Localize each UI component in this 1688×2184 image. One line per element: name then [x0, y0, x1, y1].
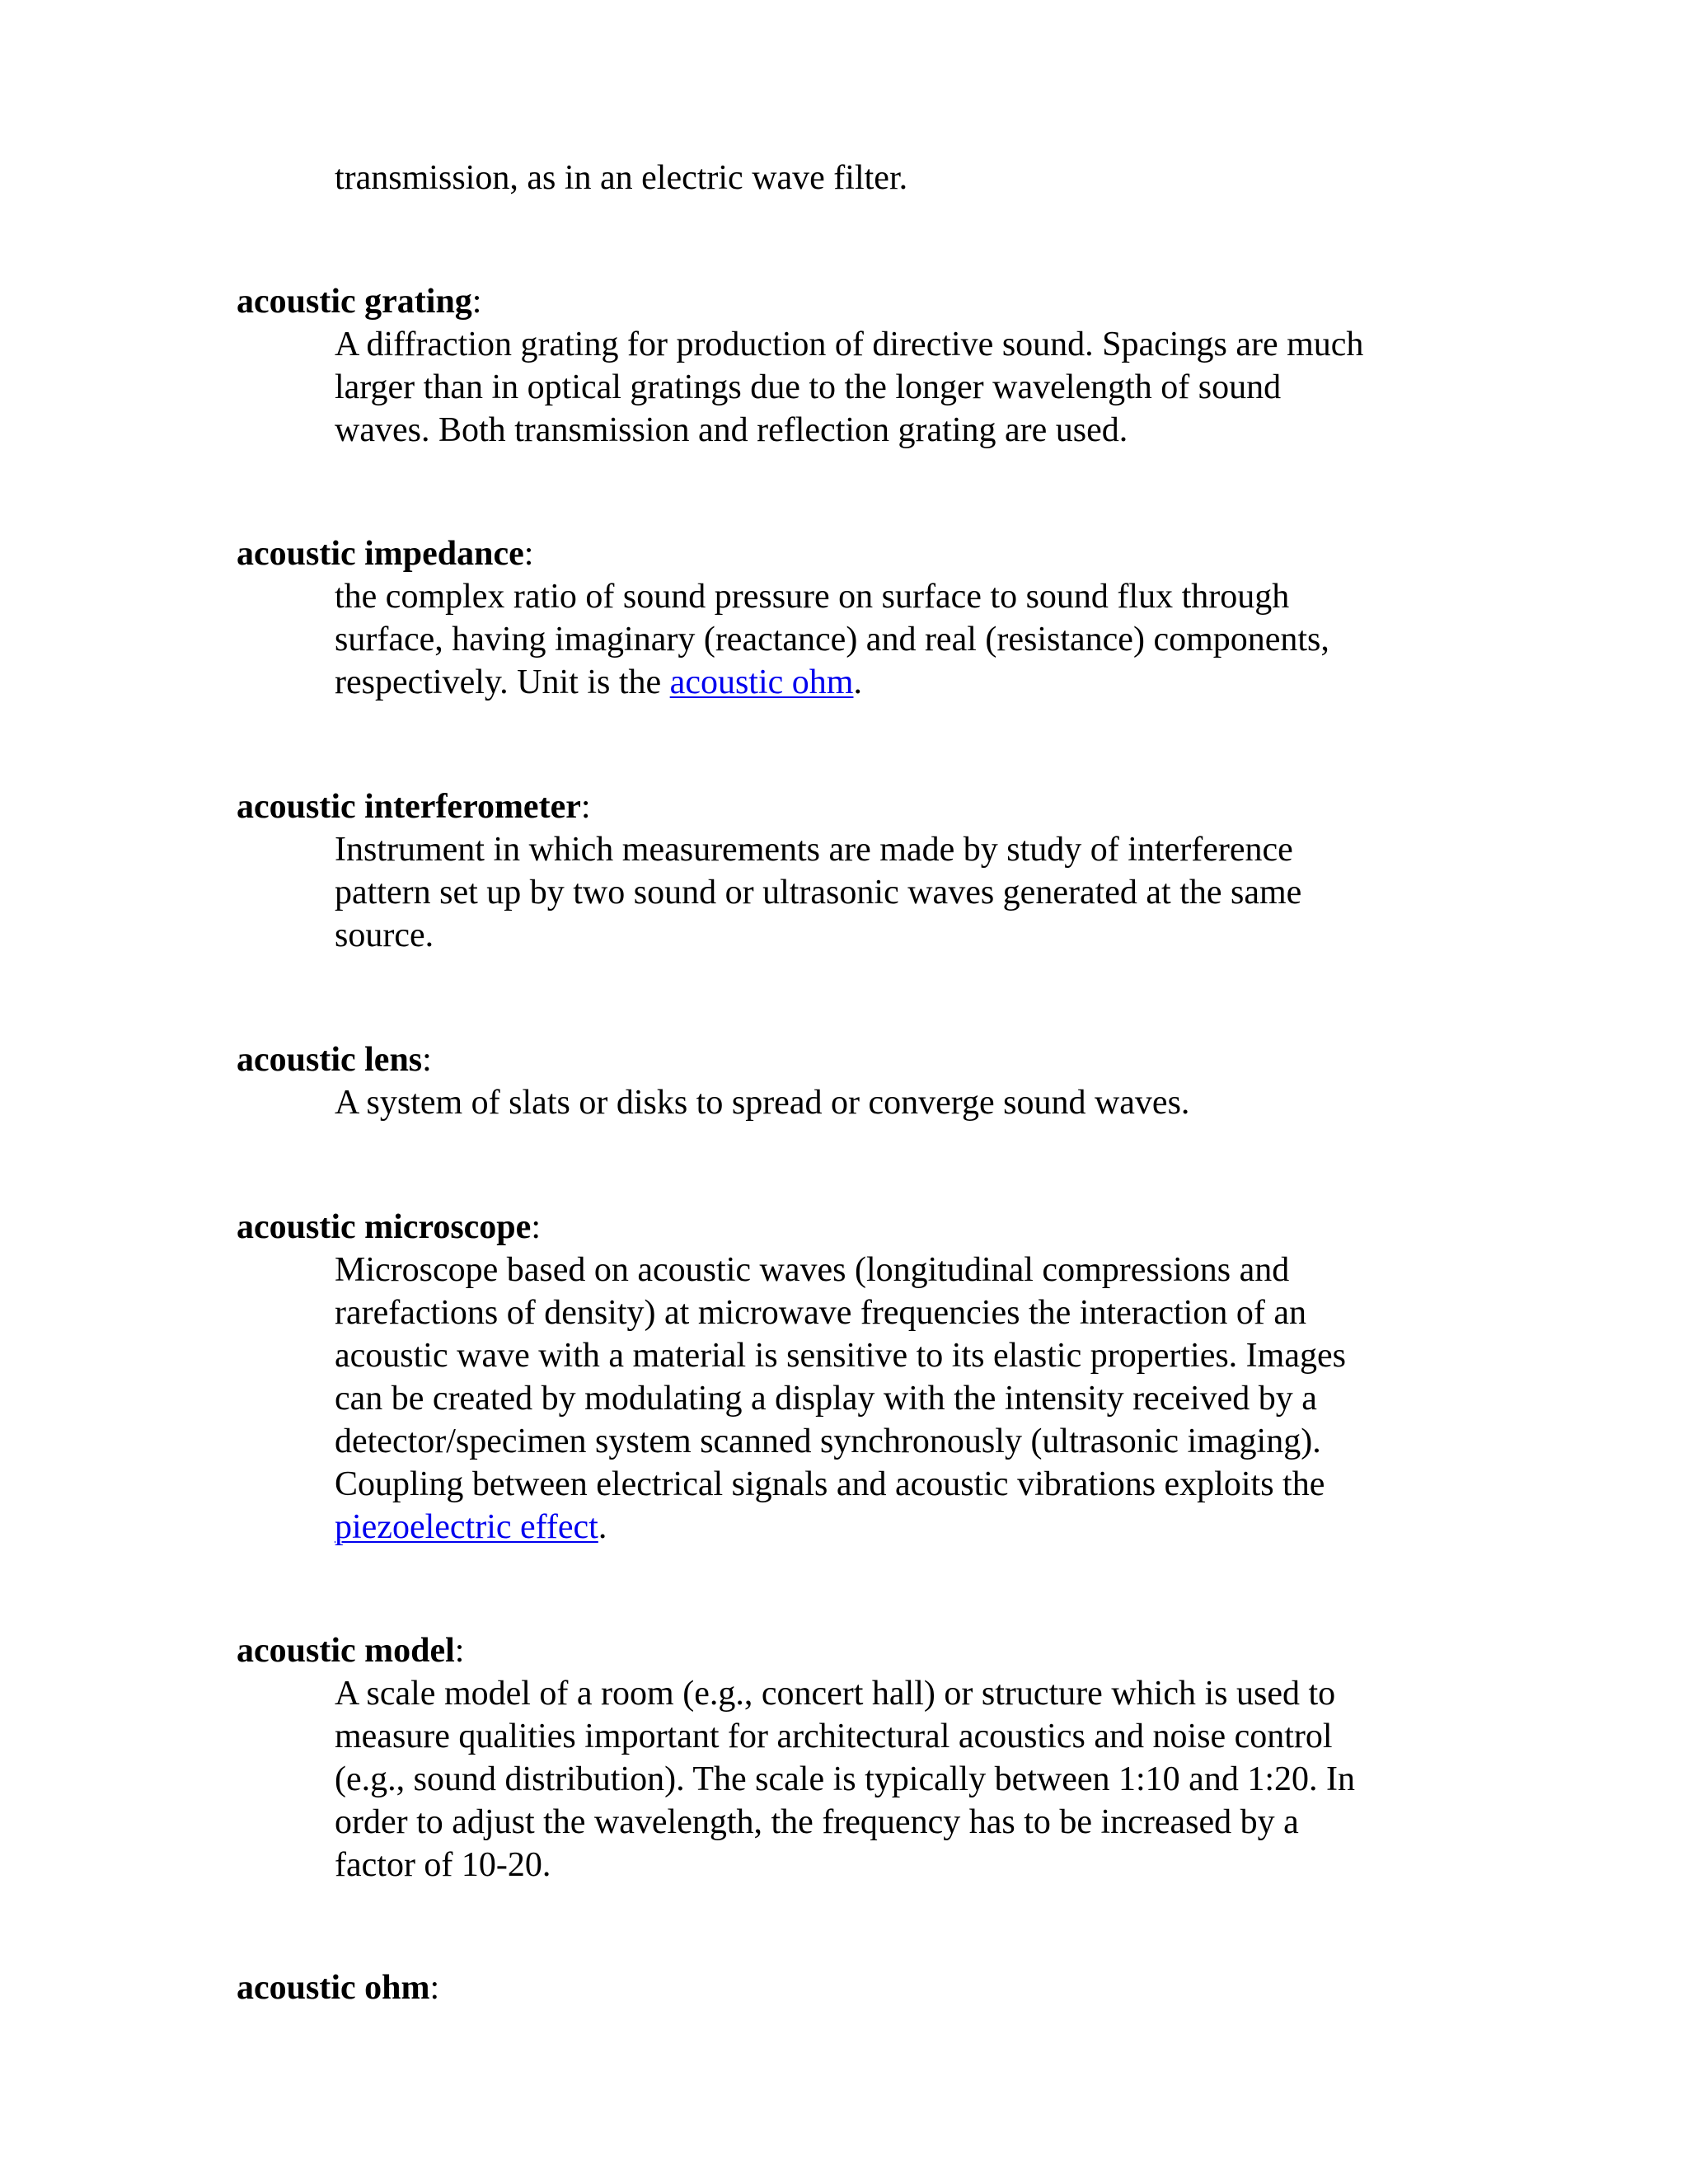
- definition-line: Coupling between electrical signals and acoustic vibrations exploits the: [335, 1465, 1325, 1503]
- definition-line: measure qualities important for architectural acoustics and noise control: [335, 1718, 1333, 1755]
- definition-text: respectively. Unit is the: [335, 663, 670, 701]
- definition-line: source.: [335, 916, 434, 954]
- term-colon: :: [580, 788, 591, 826]
- definition-line: A system of slats or disks to spread or converge sound waves.: [335, 1084, 1190, 1122]
- definition-line-with-link: [335, 1506, 1489, 1549]
- definition-line: larger than in optical gratings due to the longer wavelength of sound: [335, 368, 1282, 406]
- definition-continued: [335, 157, 1489, 199]
- term-label: acoustic microscope: [237, 1208, 532, 1246]
- definition-line: can be created by modulating a display with the intensity received by a: [335, 1380, 1317, 1418]
- term-acoustic-lens: [237, 1038, 432, 1081]
- definition-acoustic-lens: [335, 1081, 1489, 1124]
- definition-line: waves. Both transmission and reflection grating are used.: [335, 411, 1128, 449]
- definition-line: order to adjust the wavelength, the frequency has to be increased by a: [335, 1803, 1299, 1841]
- term-acoustic-model: [237, 1629, 464, 1672]
- definition-line: acoustic wave with a material is sensitive to its elastic properties. Images: [335, 1337, 1346, 1375]
- link-acoustic-ohm[interactable]: acoustic ohm: [669, 663, 854, 701]
- term-label: acoustic ohm: [237, 1969, 430, 2007]
- definition-line: pattern set up by two sound or ultrasonic waves generated at the same: [335, 874, 1302, 912]
- term-label: acoustic model: [237, 1632, 455, 1670]
- definition-line: A scale model of a room (e.g., concert hall) or structure which is used to: [335, 1675, 1336, 1713]
- definition-line: rarefactions of density) at microwave frequencies the interaction of an: [335, 1294, 1306, 1332]
- term-colon: :: [471, 283, 482, 321]
- term-label: acoustic grating: [237, 283, 472, 321]
- definition-acoustic-interferometer: [335, 828, 1489, 957]
- definition-line: the complex ratio of sound pressure on surface to sound flux through: [335, 578, 1290, 616]
- term-acoustic-interferometer: [237, 785, 591, 828]
- definition-acoustic-microscope: [335, 1249, 1489, 1549]
- definition-text: .: [598, 1508, 607, 1546]
- definition-line: factor of 10-20.: [335, 1846, 551, 1884]
- definition-line: (e.g., sound distribution). The scale is typically between 1:10 and 1:20. In: [335, 1760, 1355, 1798]
- term-label: acoustic lens: [237, 1041, 423, 1079]
- definition-acoustic-grating: [335, 323, 1489, 452]
- term-acoustic-microscope: [237, 1206, 541, 1249]
- definition-line: detector/specimen system scanned synchronously (ultrasonic imaging).: [335, 1422, 1321, 1460]
- definition-line: surface, having imaginary (reactance) and real (resistance) components,: [335, 621, 1329, 658]
- definition-line: A diffraction grating for production of directive sound. Spacings are much: [335, 326, 1364, 363]
- term-acoustic-ohm: [237, 1966, 439, 2009]
- term-label: acoustic interferometer: [237, 788, 581, 826]
- term-label: acoustic impedance: [237, 535, 524, 573]
- term-colon: :: [523, 535, 534, 573]
- definition-acoustic-model: [335, 1672, 1489, 1886]
- definition-line: transmission, as in an electric wave filter.: [335, 159, 908, 197]
- term-colon: :: [531, 1208, 541, 1246]
- definition-line: Instrument in which measurements are made by study of interference: [335, 831, 1293, 869]
- definition-line: Microscope based on acoustic waves (longitudinal compressions and: [335, 1251, 1290, 1289]
- term-acoustic-grating: [237, 280, 481, 323]
- term-colon: :: [454, 1632, 465, 1670]
- definition-acoustic-impedance: [335, 575, 1489, 704]
- definition-line-with-link: [335, 661, 1489, 704]
- term-colon: :: [422, 1041, 432, 1079]
- link-piezoelectric-effect[interactable]: piezoelectric effect: [335, 1508, 598, 1546]
- definition-text: .: [853, 663, 862, 701]
- term-colon: :: [429, 1969, 440, 2007]
- term-acoustic-impedance: [237, 532, 533, 575]
